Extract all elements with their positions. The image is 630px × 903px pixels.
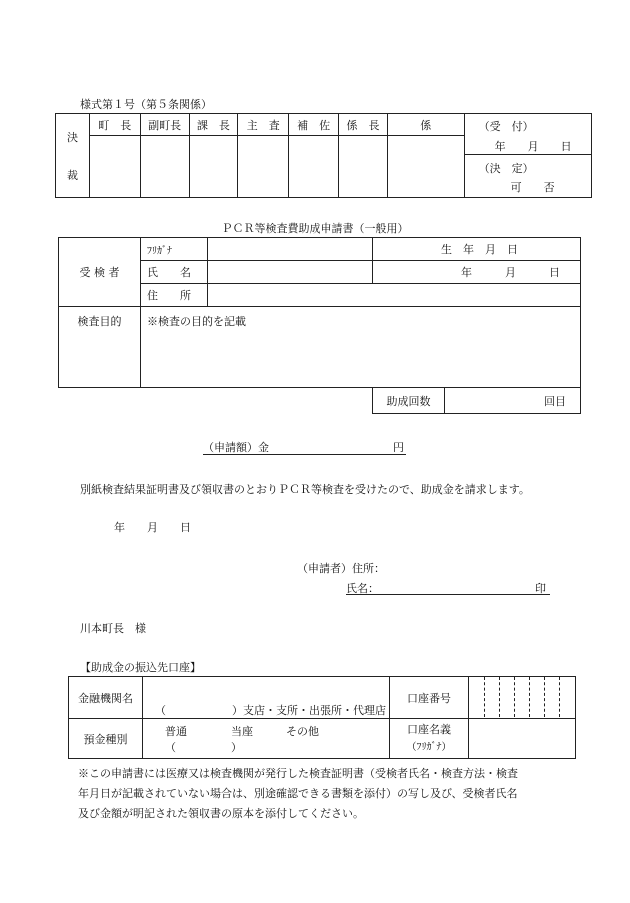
approval-stamp-cell: [140, 136, 189, 198]
deposit-options[interactable]: 普通 当座 その他（ ）: [143, 719, 390, 759]
approval-header: 副町長: [140, 114, 189, 136]
approval-stamp-cell: [238, 136, 289, 198]
bank-section-title: 【助成金の振込先口座】: [80, 661, 201, 674]
approval-status-cell: [464, 114, 591, 198]
approval-stamp-cell: [289, 136, 339, 198]
application-date[interactable]: 年 月 日: [114, 521, 191, 534]
reception-date: 年 月 日: [494, 140, 572, 153]
approval-side-bottom: 裁: [66, 168, 78, 182]
approval-stamp-cell: [189, 136, 238, 198]
document-title: ＰＣＲ等検査費助成申請書（一般用）: [221, 222, 409, 235]
footnote-line: ※この申請書には医療又は検査機関が発行した検査証明書（受検者氏名・検査方法・検査: [78, 767, 518, 780]
furigana-label: ﾌﾘｶﾞﾅ: [141, 238, 208, 261]
applicant-address-label: （申請者）住所：: [297, 562, 385, 575]
approval-header: 町 長: [89, 114, 140, 136]
applicant-name-label: 氏名：: [346, 582, 379, 595]
decision-value: 可 否: [510, 181, 555, 194]
footnote-line: 及び金額が明記された領収書の原本を添付してください。: [78, 807, 364, 820]
purpose-label: 検査目的: [59, 307, 141, 388]
approval-stamp-cell: [89, 136, 140, 198]
applicant-table: [58, 237, 581, 388]
institution-label: 金融機関名: [69, 677, 143, 719]
reception-label: （受 付）: [478, 120, 534, 133]
decision-label: （決 定）: [478, 162, 534, 175]
approval-table: [55, 113, 592, 198]
account-number-label: 口座番号: [390, 677, 469, 719]
account-holder-label: 口座名義: [407, 722, 451, 736]
seal-mark: 印: [535, 582, 546, 595]
birth-date[interactable]: 年 月 日: [373, 261, 581, 284]
addressee: 川本町長 様: [80, 622, 146, 635]
subsidy-count-label: 助成回数: [373, 388, 445, 414]
approval-header: 係: [387, 114, 464, 136]
amount-underline: [203, 454, 406, 455]
purpose-field[interactable]: [141, 307, 581, 388]
form-number: 様式第１号（第５条関係）: [80, 98, 212, 111]
approval-header: 課 長: [189, 114, 238, 136]
bank-table: [68, 676, 576, 759]
approval-header: 主 査: [238, 114, 289, 136]
institution-field[interactable]: [143, 677, 390, 719]
subsidy-count-field[interactable]: [445, 388, 581, 414]
amount-label: （申請額）金: [203, 441, 269, 454]
account-holder-field[interactable]: [469, 719, 576, 759]
deposit-type-label: 預金種別: [69, 719, 143, 759]
approval-stamp-cell: [387, 136, 464, 198]
amount-unit: 円: [393, 441, 404, 454]
furigana-field[interactable]: [208, 238, 373, 261]
branch-text: （ ）支店・支所・出張所・代理店: [155, 704, 386, 717]
birth-label: 生 年 月 日: [373, 238, 581, 261]
subsidy-count-unit: 回目: [544, 394, 566, 408]
account-number-field[interactable]: [469, 677, 576, 719]
approval-side-top: 決: [66, 130, 78, 144]
purpose-note: ※検査の目的を記載: [147, 315, 246, 329]
subsidy-count-table: [372, 387, 581, 414]
approval-header: 補 佐: [289, 114, 339, 136]
account-holder-label-cell: [390, 719, 469, 759]
approval-header: 係 長: [339, 114, 388, 136]
name-label: 氏 名: [141, 261, 208, 284]
address-field[interactable]: [208, 284, 581, 307]
name-field[interactable]: [208, 261, 373, 284]
footnote-line: 年月日が記載されていない場合は、別途確認できる書類を添付）の写し及び、受検者氏名: [78, 787, 518, 800]
approval-side-cell: [56, 114, 90, 198]
address-label: 住 所: [141, 284, 208, 307]
account-holder-furigana: （ﾌﾘｶﾞﾅ）: [406, 741, 452, 753]
signature-underline: [346, 594, 550, 595]
applicant-group-label: 受 検 者: [59, 238, 141, 307]
statement-text: 別紙検査結果証明書及び領収書のとおりＰＣＲ等検査を受けたので、助成金を請求します。: [80, 483, 530, 496]
approval-stamp-cell: [339, 136, 388, 198]
